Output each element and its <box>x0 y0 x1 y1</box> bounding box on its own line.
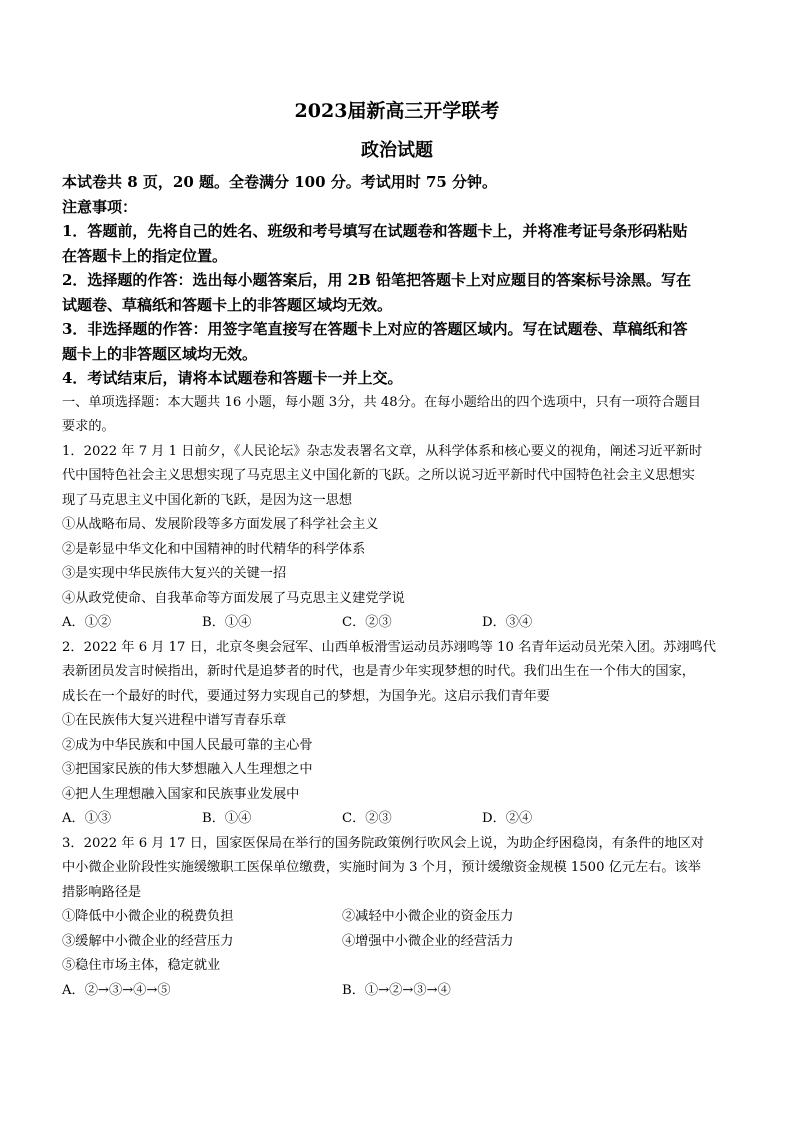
statement: ③把国家民族的伟大梦想融入人生理想之中 <box>62 762 313 777</box>
question-stem: 措影响路径是 <box>62 884 142 900</box>
option-d: D．③④ <box>482 615 533 630</box>
option-a: A．②→③→④→⑤ <box>62 982 171 998</box>
statement: ③缓解中小微企业的经营压力 <box>62 933 234 949</box>
statement: ②是彰显中华文化和中国精神的时代精华的科学体系 <box>62 541 366 557</box>
statement: ②成为中华民族和中国人民最可靠的主心骨 <box>62 737 313 753</box>
question-stem: 1．2022 年 7 月 1 日前夕，《人民论坛》杂志发表署名文章，从科学体系和核心要义的视角，阐述习近平新时 <box>62 443 703 459</box>
exam-summary: 本试卷共 8 页，20 题。全卷满分 100 分。考试用时 75 分钟。 <box>62 173 498 191</box>
question-stem: 2．2022 年 6 月 17 日，北京冬奥会冠军、山西单板滑雪运动员苏翊鸣等 10 名青年运动员光荣入团。苏翊鸣代 <box>62 639 716 655</box>
question-stem: 表新团员发言时候指出，新时代是追梦者的时代，也是青少年实现梦想的时代。我们出生在一个伟大的国家， <box>62 664 695 679</box>
question-stem: 代中国特色社会主义思想实现了马克思主义中国化新的飞跃。之所以说习近平新时代中国特色社会主义思想实 <box>62 468 695 483</box>
statement-row <box>62 905 742 930</box>
notice-item-2: 2．选择题的作答：选出每小题答案后，用 2B 铅笔把答题卡上对应题目的答案标号涂黑。写在 试题卷、草稿纸和答题卡上的非答题区域均无效。 <box>62 271 692 314</box>
answer-options <box>62 979 742 1004</box>
statement: ⑤稳住市场主体，稳定就业 <box>62 958 221 973</box>
exam-title: 2023届新高三开学联考 <box>294 100 500 122</box>
question-stem: 现了马克思主义中国化新的飞跃，是因为这一思想 <box>62 492 353 508</box>
notice-item-4: 4．考试结束后，请将本试题卷和答题卡一并上交。 <box>62 369 403 387</box>
question-stem: 成长在一个最好的时代，要通过努力实现自己的梦想，为国争光。这启示我们青年要 <box>62 688 550 704</box>
statement-row <box>62 930 742 955</box>
answer-options <box>62 611 742 636</box>
statement: ④从政党使命、自我革命等方面发展了马克思主义建党学说 <box>62 590 405 606</box>
exam-body <box>62 170 742 1003</box>
statement: ①在民族伟大复兴进程中谱写青春乐章 <box>62 713 287 728</box>
question-stem: 3．2022 年 6 月 17 日，国家医保局在举行的国务院政策例行吹风会上说，为助企纾困稳岗，有条件的地区对 <box>62 835 704 851</box>
option-c: C．②③ <box>342 615 392 630</box>
section-heading: 一、单项选择题：本大题共 16 小题，每小题 3分，共 48分。在每小题给出的四个选项中，只有一项符合题目 要求的。 <box>62 394 701 434</box>
statement: ①从战略布局、发展阶段等多方面发展了科学社会主义 <box>62 517 379 532</box>
statement: ④增强中小微企业的经营活力 <box>342 933 514 949</box>
option-a: A．①② <box>62 615 112 630</box>
notice-item-1: 1．答题前，先将自己的姓名、班级和考号填写在试题卷和答题卡上，并将准考证号条形码粘贴 在答题卡上的指定位置。 <box>62 222 688 265</box>
notice-heading: 注意事项： <box>62 197 138 216</box>
option-b: B．①④ <box>202 615 252 630</box>
option-c: C．②③ <box>342 811 392 826</box>
question-3 <box>62 832 742 1004</box>
statement: ③是实现中华民族伟大复兴的关键一招 <box>62 566 287 581</box>
option-b: B．①④ <box>202 811 252 826</box>
subject-title: 政治试题 <box>361 140 433 161</box>
option-d: D．②④ <box>482 811 533 826</box>
statement: ②减轻中小微企业的资金压力 <box>342 909 514 924</box>
notice-item-3: 3．非选择题的作答：用签字笔直接写在答题卡上对应的答题区域内。写在试题卷、草稿纸和答 题卡上的非答题区域均无效。 <box>62 320 688 363</box>
option-b: B．①→②→③→④ <box>342 982 451 998</box>
question-2 <box>62 636 742 832</box>
statement: ④把人生理想融入国家和民族事业发展中 <box>62 786 300 802</box>
question-stem: 中小微企业阶段性实施缓缴职工医保单位缴费，实施时间为 3 个月，预计缓缴资金规模 1500 亿元左右。该举 <box>62 860 701 875</box>
option-a: A．①③ <box>62 811 112 826</box>
question-1 <box>62 440 742 636</box>
answer-options <box>62 807 742 832</box>
statement: ①降低中小微企业的税费负担 <box>62 909 234 924</box>
